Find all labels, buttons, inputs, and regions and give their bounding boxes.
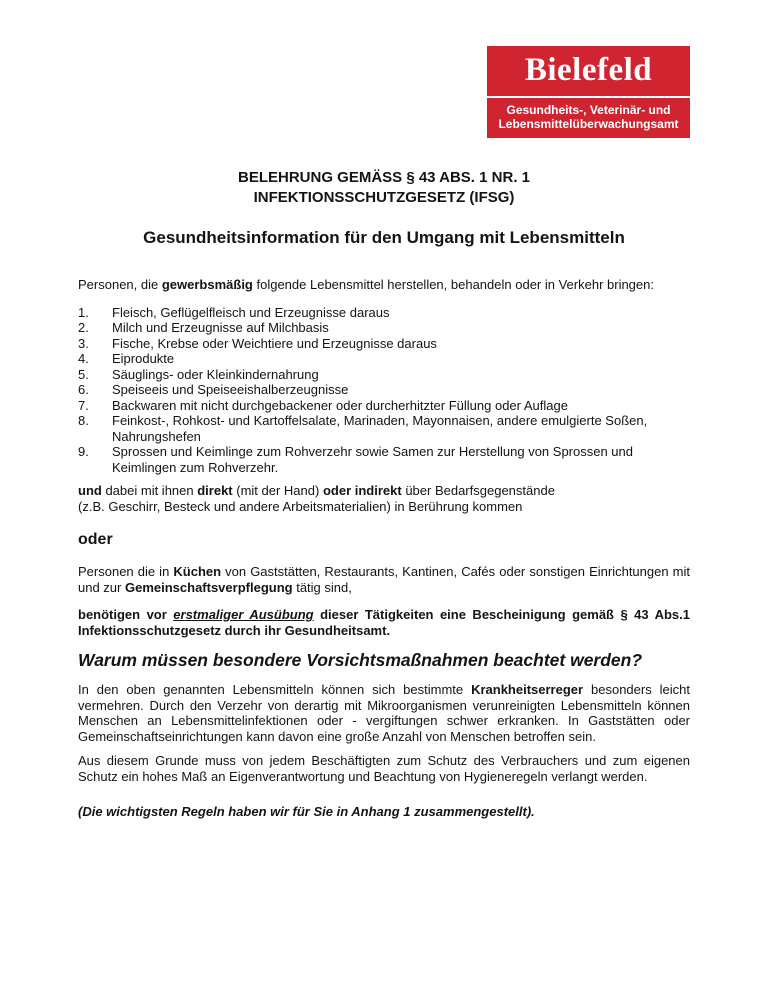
list-item-number: 5. xyxy=(78,366,89,382)
text-segment: (z.B. Geschirr, Besteck und andere Arbeitsmaterialien) in Berührung kommen xyxy=(78,498,523,514)
text-segment: über Bedarfsgegenstände xyxy=(401,483,555,498)
text-segment: oder indirekt xyxy=(322,483,402,498)
list-item-text: Eiprodukte xyxy=(112,351,175,366)
list-item xyxy=(78,398,690,414)
list-item xyxy=(78,382,690,398)
text-segment: Küchen xyxy=(173,564,222,579)
list-item xyxy=(78,305,690,321)
annex-note: (Die wichtigsten Regeln haben wir für Sie in Anhang 1 zusammengestellt). xyxy=(78,804,535,819)
list-item-number: 9. xyxy=(78,444,89,459)
text-segment: Gemeinschaftsverpflegung xyxy=(124,579,293,595)
kitchen-paragraph xyxy=(78,564,690,595)
list-item-text: Fische, Krebse oder Weichtiere und Erzeugnisse daraus xyxy=(112,335,437,351)
logo-dept-line1: Gesundheits-, Veterinär- und xyxy=(506,103,671,117)
text-segment: Aus diesem Grunde muss von jedem Beschäftigten zum Schutz des Verbrauchers und zum eigenen Schutz ein hohes Maß an Eigenverantwortung und Beachtung von Hygieneregeln verlangt werden. xyxy=(78,753,690,784)
food-list xyxy=(78,305,690,476)
intro-paragraph xyxy=(78,277,690,293)
text-segment: tätig sind, xyxy=(292,579,352,595)
list-item-text: Sprossen und Keimlinge zum Rohverzehr sowie Samen zur Herstellung von Sprossen und Keimlingen zum Rohverzehr. xyxy=(112,444,633,475)
text-segment: In den oben genannten Lebensmitteln können sich bestimmte xyxy=(78,682,472,697)
text-segment: von Gaststätten, Restaurants, Kantinen, Cafés oder sonstigen Einrichtungen mit und zur xyxy=(78,564,690,595)
text-segment: folgende Lebensmittel herstellen, behandeln oder in Verkehr bringen: xyxy=(252,277,654,292)
text-segment: erstmaliger Ausübung xyxy=(173,607,314,622)
logo-dept-line2: Lebensmittelüberwachungsamt xyxy=(498,117,679,131)
list-item-text: Milch und Erzeugnisse auf Milchbasis xyxy=(112,320,329,335)
logo-department xyxy=(487,98,690,138)
list-item-number: 8. xyxy=(78,413,89,428)
list-item-number: 4. xyxy=(78,351,89,366)
text-segment: gewerbsmäßig xyxy=(161,277,253,292)
list-item-number: 7. xyxy=(78,397,89,413)
list-item-number: 3. xyxy=(78,335,89,351)
list-item-text: Speiseeis und Speiseeishalberzeugnisse xyxy=(112,382,349,397)
title-line-2: INFEKTIONSSCHUTZGESETZ (IFSG) xyxy=(253,189,515,206)
bielefeld-logo xyxy=(487,46,690,138)
document-subtitle: Gesundheitsinformation für den Umgang mit Lebensmitteln xyxy=(143,228,625,247)
list-item-text: Säuglings- oder Kleinkindernahrung xyxy=(112,366,319,382)
text-segment: Personen, die xyxy=(78,277,162,292)
contact-paragraph xyxy=(78,483,690,514)
list-item-text: Backwaren mit nicht durchgebackener oder durcherhitzter Füllung oder Auflage xyxy=(112,397,568,413)
list-item xyxy=(78,367,690,383)
list-item-text: Fleisch, Geflügelfleisch und Erzeugnisse daraus xyxy=(112,304,390,320)
list-item xyxy=(78,444,690,475)
text-segment: Krankheitserreger xyxy=(471,682,584,697)
text-segment: dabei mit ihnen xyxy=(101,483,198,498)
document-title xyxy=(78,168,690,208)
list-item-number: 6. xyxy=(78,382,89,397)
responsibility-paragraph xyxy=(78,753,690,784)
pathogens-paragraph xyxy=(78,682,690,744)
text-segment: Personen die in xyxy=(78,564,174,579)
list-item-number: 1. xyxy=(78,304,89,320)
text-segment: dieser Tätigkeiten eine Bescheinigung gemäß § 43 Abs.1 Infektionsschutzgesetz durch ihr Gesundheitsamt. xyxy=(78,607,690,638)
text-segment: und xyxy=(78,483,102,498)
list-item xyxy=(78,320,690,336)
text-segment: benötigen vor xyxy=(78,607,174,622)
list-item-text: Feinkost-, Rohkost- und Kartoffelsalate, Marinaden, Mayonnaisen, andere emulgierte Soßen, Nahrungshefen xyxy=(112,413,648,444)
list-item xyxy=(78,336,690,352)
why-precautions-heading: Warum müssen besondere Vorsichtsmaßnahmen beachtet werden? xyxy=(78,650,643,670)
list-item xyxy=(78,351,690,367)
text-segment: (mit der Hand) xyxy=(232,483,323,498)
oder-heading: oder xyxy=(78,531,113,548)
logo-city-name: Bielefeld xyxy=(524,52,653,88)
title-line-1: BELEHRUNG GEMÄSS § 43 ABS. 1 NR. 1 xyxy=(237,169,530,186)
list-item-number: 2. xyxy=(78,320,89,335)
certificate-requirement-paragraph xyxy=(78,607,690,638)
text-segment: direkt xyxy=(197,483,233,498)
text-segment: besonders leicht vermehren. Durch den Verzehr von derartig mit Mikroorganismen verunreinigten Lebensmitteln können Menschen an Lebensmittelinfektionen oder - vergiftungen schwer erkranken. In Gaststätten oder Gemeinschaftseinrichtungen kann davon eine große Anzahl von Menschen betroffen sein. xyxy=(78,682,691,744)
list-item xyxy=(78,413,690,444)
header-logo-row xyxy=(78,46,690,138)
